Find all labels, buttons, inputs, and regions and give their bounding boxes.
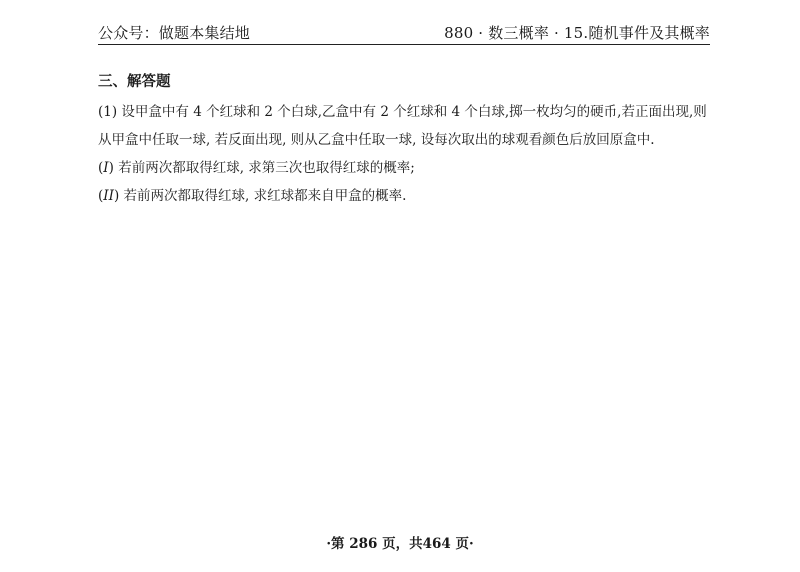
subquestion-2-text: 若前两次都取得红球, 求红球都来自甲盒的概率.: [119, 188, 407, 204]
section-title: 三、解答题: [98, 73, 171, 90]
page-header: [98, 20, 710, 45]
problem-line-1: (1) 设甲盒中有 4 个红球和 2 个白球,乙盒中有 2 个红球和 4 个白球,掷一枚均匀的硬币,若正面出现,则: [98, 104, 707, 120]
subquestion-1-text: 若前两次都取得红球, 求第三次也取得红球的概率;: [113, 160, 415, 176]
header-chapter-label: 880 · 数三概率 · 15.随机事件及其概率: [444, 24, 710, 42]
subquestion-1-label: I: [103, 160, 109, 176]
subquestion-2: (II) 若前两次都取得红球, 求红球都来自甲盒的概率.: [98, 188, 407, 204]
subquestion-2-label: II: [103, 188, 114, 204]
header-source-label: 公众号：做题本集结地: [98, 24, 251, 42]
page-content: [98, 72, 718, 210]
subquestion-1: (I) 若前两次都取得红球, 求第三次也取得红球的概率;: [98, 160, 415, 176]
page-footer: ·第 286 页，共464 页·: [326, 536, 474, 552]
problem-line-2: 从甲盒中任取一球, 若反面出现, 则从乙盒中任取一球, 设每次取出的球观看颜色后放回原盒中.: [98, 132, 655, 148]
